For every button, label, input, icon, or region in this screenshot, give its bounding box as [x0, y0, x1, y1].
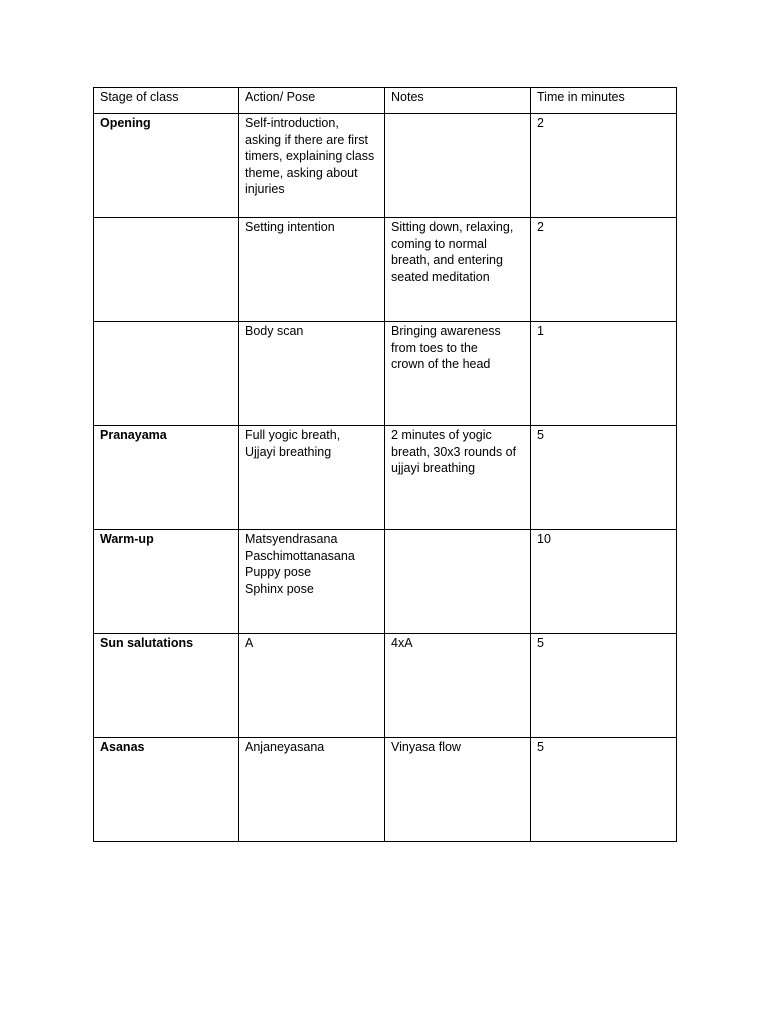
notes-line: from toes to the — [391, 340, 478, 355]
action-line: A — [245, 636, 254, 650]
notes-line: breath, 30x3 rounds of — [391, 444, 517, 459]
action-line: Body scan — [245, 324, 304, 338]
notes-cell — [385, 322, 531, 426]
notes-line: crown of the head — [391, 357, 491, 371]
action-cell — [239, 322, 385, 426]
time-cell: 5 — [531, 426, 677, 530]
stage-cell: Asanas — [94, 738, 239, 842]
time-cell: 2 — [531, 218, 677, 322]
table-row — [94, 530, 677, 634]
header-time-in-minutes: Time in minutes — [531, 88, 677, 114]
action-cell — [239, 218, 385, 322]
action-line: asking if there are first — [245, 132, 368, 147]
notes-cell — [385, 426, 531, 530]
stage-cell: Opening — [94, 114, 239, 218]
notes-line: ujjayi breathing — [391, 461, 476, 475]
notes-line: coming to normal — [391, 236, 487, 251]
action-line: Anjaneyasana — [245, 740, 325, 754]
stage-cell: Pranayama — [94, 426, 239, 530]
notes-line: Vinyasa flow — [391, 740, 461, 754]
table-row — [94, 426, 677, 530]
table-header — [94, 88, 677, 114]
header-notes: Notes — [385, 88, 531, 114]
notes-line: breath, and entering — [391, 253, 503, 267]
time-cell: 5 — [531, 634, 677, 738]
action-cell — [239, 634, 385, 738]
notes-cell — [385, 530, 531, 634]
action-line: theme, asking about — [245, 165, 358, 180]
table-row — [94, 322, 677, 426]
notes-line: Sitting down, relaxing, — [391, 220, 514, 234]
time-cell: 10 — [531, 530, 677, 634]
action-line: Self-introduction, — [245, 116, 339, 130]
notes-cell — [385, 114, 531, 218]
notes-cell — [385, 634, 531, 738]
action-line: Puppy pose — [245, 565, 312, 579]
notes-line: seated meditation — [391, 269, 490, 284]
action-cell — [239, 426, 385, 530]
action-cell — [239, 738, 385, 842]
action-line: Paschimottanasana — [245, 548, 355, 563]
notes-line: 4xA — [391, 636, 413, 650]
time-cell: 5 — [531, 738, 677, 842]
action-line: Sphinx pose — [245, 581, 314, 596]
table-row — [94, 738, 677, 842]
action-line: Full yogic breath, — [245, 428, 341, 442]
header-action-pose: Action/ Pose — [239, 88, 385, 114]
action-cell — [239, 530, 385, 634]
header-stage-of-class: Stage of class — [94, 88, 239, 114]
action-line: injuries — [245, 182, 285, 196]
stage-cell — [94, 322, 239, 426]
notes-line: 2 minutes of yogic — [391, 428, 492, 442]
notes-cell — [385, 218, 531, 322]
action-line: timers, explaining class — [245, 149, 375, 163]
action-line: Matsyendrasana — [245, 532, 338, 546]
stage-cell: Warm-up — [94, 530, 239, 634]
table-row — [94, 114, 677, 218]
table-row — [94, 634, 677, 738]
action-line: Ujjayi breathing — [245, 444, 332, 459]
yoga-class-plan-table — [93, 87, 677, 842]
header-row — [94, 88, 677, 114]
stage-cell — [94, 218, 239, 322]
action-line: Setting intention — [245, 220, 335, 234]
time-cell: 1 — [531, 322, 677, 426]
table-row — [94, 218, 677, 322]
notes-cell — [385, 738, 531, 842]
notes-line: Bringing awareness — [391, 324, 501, 338]
action-cell — [239, 114, 385, 218]
table-body — [94, 114, 677, 842]
stage-cell: Sun salutations — [94, 634, 239, 738]
time-cell: 2 — [531, 114, 677, 218]
